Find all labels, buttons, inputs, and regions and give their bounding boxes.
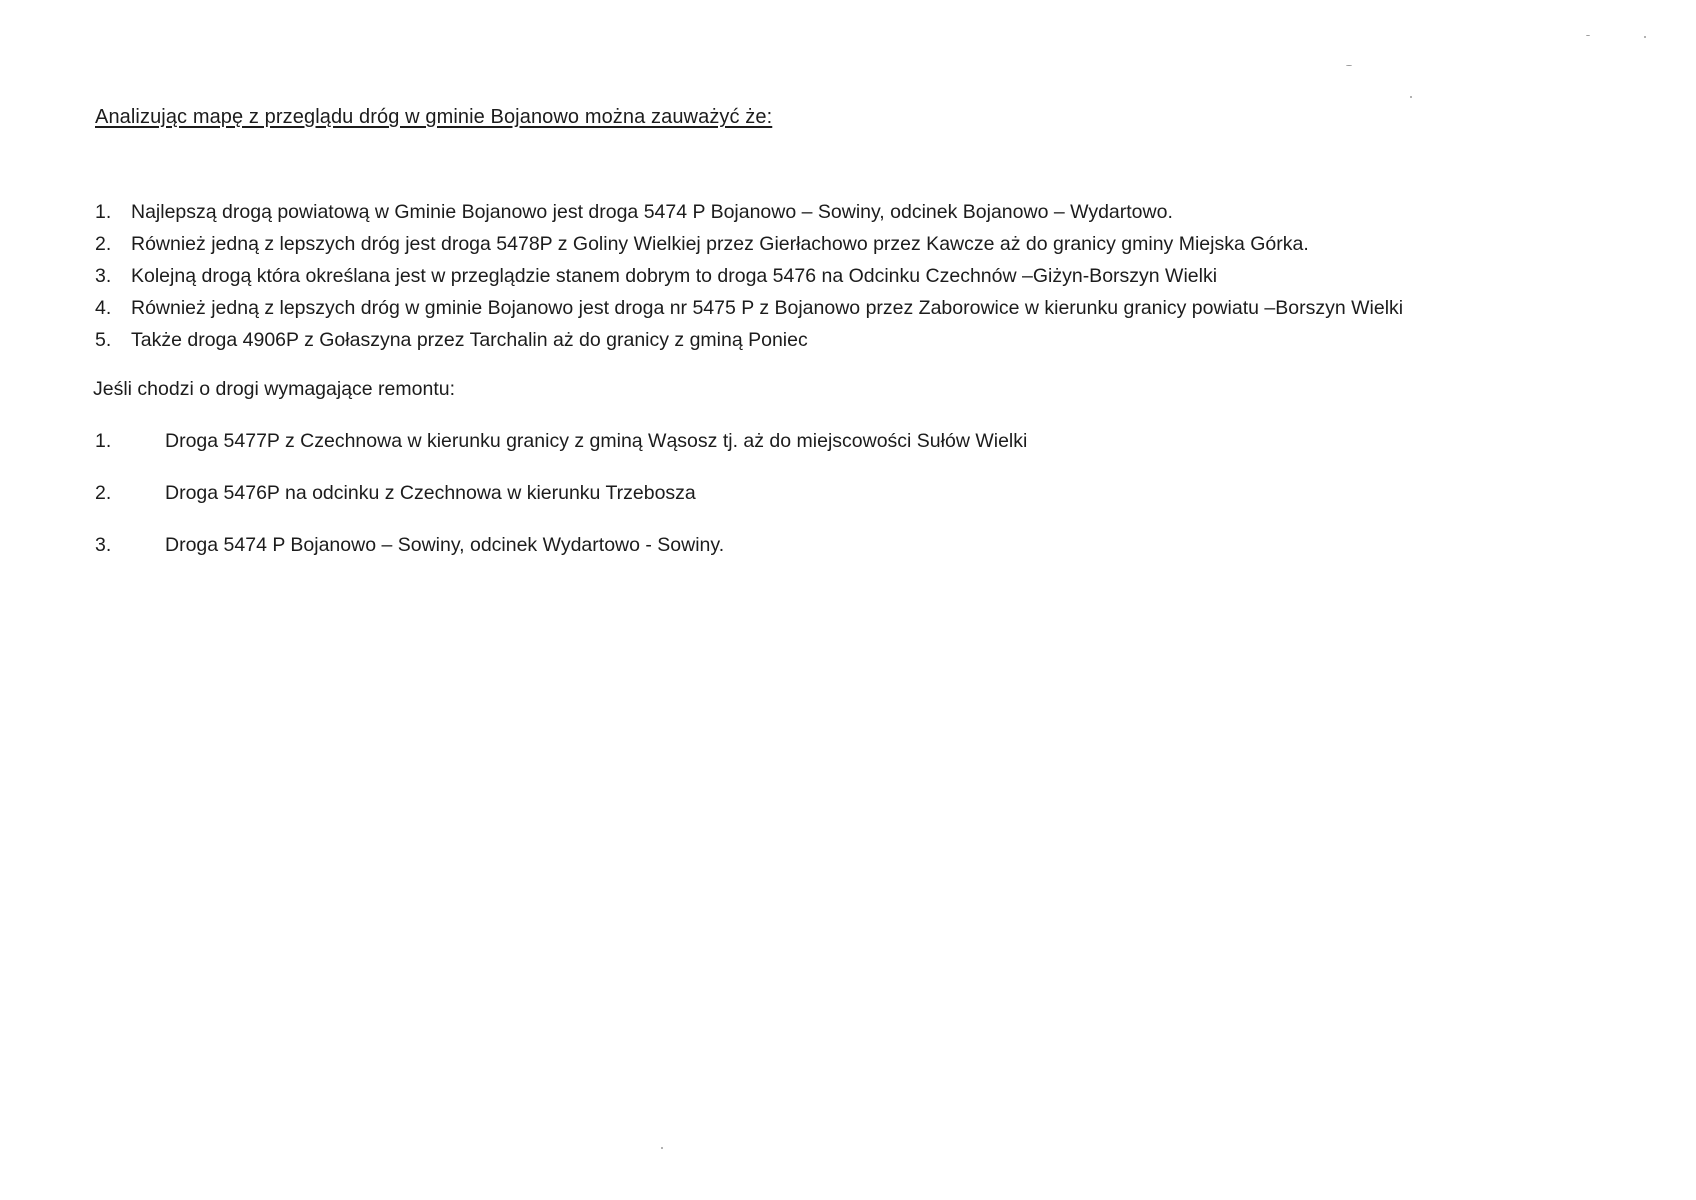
repair-roads-list bbox=[95, 430, 1027, 586]
scan-speck bbox=[1410, 96, 1412, 98]
item-number: 2. bbox=[95, 482, 112, 504]
list-item bbox=[95, 482, 1027, 534]
list-item bbox=[95, 297, 1403, 329]
best-roads-list bbox=[95, 201, 1403, 361]
list-item bbox=[95, 430, 1027, 482]
item-number: 2. bbox=[95, 233, 112, 255]
scan-speck bbox=[661, 1147, 663, 1149]
scan-speck bbox=[1346, 65, 1352, 66]
item-number: 1. bbox=[95, 201, 112, 223]
item-text: Kolejną drogą która określana jest w przeglądzie stanem dobrym to droga 5476 na Odcinku Czechnów –Giżyn-Borszyn Wielki bbox=[131, 265, 1218, 287]
item-text: Droga 5476P na odcinku z Czechnowa w kierunku Trzebosza bbox=[165, 482, 696, 504]
item-text: Najlepszą drogą powiatową w Gminie Bojanowo jest droga 5474 P Bojanowo – Sowiny, odcinek Bojanowo – Wydartowo. bbox=[131, 201, 1173, 223]
item-number: 4. bbox=[95, 297, 112, 319]
document-heading: Analizując mapę z przeglądu dróg w gminie Bojanowo można zauważyć że: bbox=[95, 106, 773, 128]
list-item bbox=[95, 534, 1027, 586]
item-text: Również jedną z lepszych dróg jest droga 5478P z Goliny Wielkiej przez Gierłachowo przez Kawcze aż do granicy gminy Miejska Górka. bbox=[131, 233, 1309, 255]
scan-speck bbox=[1644, 36, 1646, 38]
item-text: Droga 5477P z Czechnowa w kierunku granicy z gminą Wąsosz tj. aż do miejscowości Sułów Wielki bbox=[165, 430, 1028, 452]
repair-intro-text: Jeśli chodzi o drogi wymagające remontu: bbox=[93, 378, 456, 400]
list-item bbox=[95, 329, 1403, 361]
item-number: 1. bbox=[95, 430, 112, 452]
item-text: Również jedną z lepszych dróg w gminie Bojanowo jest droga nr 5475 P z Bojanowo przez Zaborowice w kierunku granicy powiatu –Borszyn Wielki bbox=[131, 297, 1404, 319]
item-text: Droga 5474 P Bojanowo – Sowiny, odcinek Wydartowo - Sowiny. bbox=[165, 534, 725, 556]
list-item bbox=[95, 265, 1403, 297]
list-item bbox=[95, 201, 1403, 233]
scan-speck bbox=[1586, 35, 1590, 36]
item-number: 3. bbox=[95, 534, 112, 556]
item-number: 5. bbox=[95, 329, 112, 351]
item-number: 3. bbox=[95, 265, 112, 287]
item-text: Także droga 4906P z Gołaszyna przez Tarchalin aż do granicy z gminą Poniec bbox=[131, 329, 808, 351]
list-item bbox=[95, 233, 1403, 265]
